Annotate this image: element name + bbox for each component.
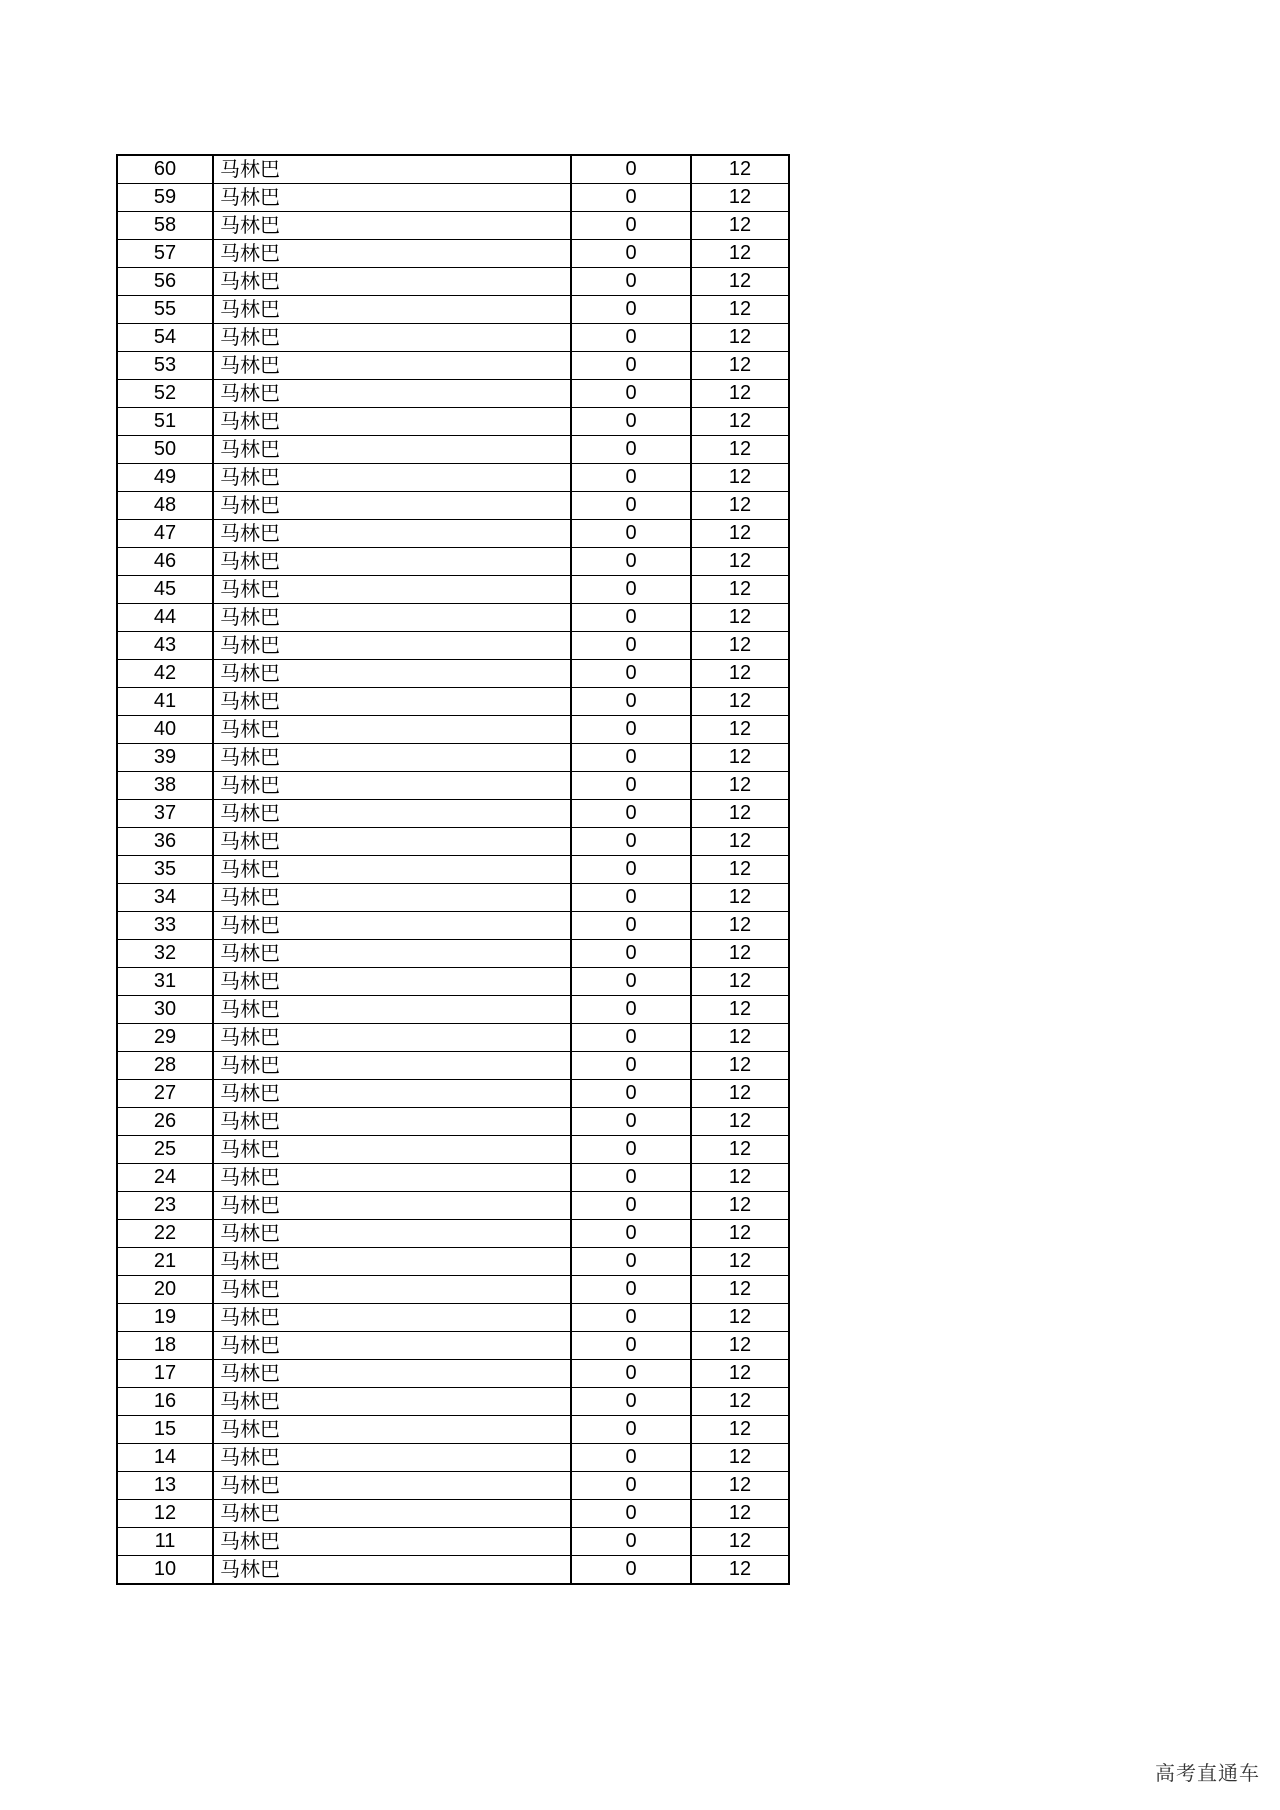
value-b-cell: 12	[691, 1164, 789, 1192]
table-row	[117, 1136, 789, 1164]
value-b-cell: 12	[691, 1360, 789, 1388]
table-row	[117, 1388, 789, 1416]
table-row	[117, 1276, 789, 1304]
value-a-cell: 0	[571, 1248, 691, 1276]
value-a-cell: 0	[571, 1472, 691, 1500]
value-a-cell: 0	[571, 660, 691, 688]
name-cell: 马林巴	[213, 856, 571, 884]
value-b-cell: 12	[691, 688, 789, 716]
rank-cell: 54	[117, 324, 213, 352]
value-b-cell: 12	[691, 940, 789, 968]
value-a-cell: 0	[571, 184, 691, 212]
rank-cell: 27	[117, 1080, 213, 1108]
value-a-cell: 0	[571, 576, 691, 604]
name-cell: 马林巴	[213, 1304, 571, 1332]
rank-cell: 17	[117, 1360, 213, 1388]
rank-cell: 50	[117, 436, 213, 464]
name-cell: 马林巴	[213, 1416, 571, 1444]
rank-cell: 25	[117, 1136, 213, 1164]
value-b-cell: 12	[691, 492, 789, 520]
rank-cell: 55	[117, 296, 213, 324]
table-row	[117, 828, 789, 856]
table-row	[117, 716, 789, 744]
name-cell: 马林巴	[213, 884, 571, 912]
table-row	[117, 660, 789, 688]
table-row	[117, 1304, 789, 1332]
value-a-cell: 0	[571, 828, 691, 856]
value-a-cell: 0	[571, 492, 691, 520]
name-cell: 马林巴	[213, 716, 571, 744]
value-b-cell: 12	[691, 436, 789, 464]
table-row	[117, 212, 789, 240]
value-a-cell: 0	[571, 1360, 691, 1388]
watermark-text: 高考直通车	[1155, 1761, 1260, 1785]
rank-cell: 46	[117, 548, 213, 576]
value-b-cell: 12	[691, 996, 789, 1024]
rank-cell: 59	[117, 184, 213, 212]
name-cell: 马林巴	[213, 1220, 571, 1248]
name-cell: 马林巴	[213, 1024, 571, 1052]
rank-cell: 52	[117, 380, 213, 408]
value-b-cell: 12	[691, 268, 789, 296]
name-cell: 马林巴	[213, 1556, 571, 1585]
name-cell: 马林巴	[213, 212, 571, 240]
rank-cell: 11	[117, 1528, 213, 1556]
value-a-cell: 0	[571, 940, 691, 968]
name-cell: 马林巴	[213, 155, 571, 184]
rank-cell: 13	[117, 1472, 213, 1500]
table-row	[117, 380, 789, 408]
name-cell: 马林巴	[213, 1332, 571, 1360]
table-row	[117, 576, 789, 604]
name-cell: 马林巴	[213, 296, 571, 324]
rank-cell: 49	[117, 464, 213, 492]
name-cell: 马林巴	[213, 828, 571, 856]
value-a-cell: 0	[571, 1556, 691, 1585]
rank-cell: 24	[117, 1164, 213, 1192]
rank-cell: 33	[117, 912, 213, 940]
table-row	[117, 1556, 789, 1585]
value-b-cell: 12	[691, 1472, 789, 1500]
value-a-cell: 0	[571, 212, 691, 240]
table-row	[117, 1500, 789, 1528]
value-b-cell: 12	[691, 968, 789, 996]
name-cell: 马林巴	[213, 800, 571, 828]
rank-cell: 43	[117, 632, 213, 660]
score-table	[116, 154, 790, 1585]
value-a-cell: 0	[571, 1416, 691, 1444]
table-row	[117, 940, 789, 968]
name-cell: 马林巴	[213, 1276, 571, 1304]
table-row	[117, 492, 789, 520]
value-b-cell: 12	[691, 520, 789, 548]
table-body	[117, 155, 789, 1584]
rank-cell: 57	[117, 240, 213, 268]
value-a-cell: 0	[571, 1500, 691, 1528]
value-a-cell: 0	[571, 800, 691, 828]
value-a-cell: 0	[571, 520, 691, 548]
rank-cell: 21	[117, 1248, 213, 1276]
value-b-cell: 12	[691, 1192, 789, 1220]
name-cell: 马林巴	[213, 352, 571, 380]
value-a-cell: 0	[571, 1276, 691, 1304]
name-cell: 马林巴	[213, 240, 571, 268]
table-row	[117, 800, 789, 828]
value-a-cell: 0	[571, 632, 691, 660]
rank-cell: 45	[117, 576, 213, 604]
rank-cell: 30	[117, 996, 213, 1024]
name-cell: 马林巴	[213, 324, 571, 352]
table-row	[117, 1472, 789, 1500]
value-b-cell: 12	[691, 1304, 789, 1332]
name-cell: 马林巴	[213, 912, 571, 940]
value-b-cell: 12	[691, 1080, 789, 1108]
value-b-cell: 12	[691, 548, 789, 576]
name-cell: 马林巴	[213, 660, 571, 688]
rank-cell: 48	[117, 492, 213, 520]
table-row	[117, 240, 789, 268]
name-cell: 马林巴	[213, 1500, 571, 1528]
value-b-cell: 12	[691, 1332, 789, 1360]
rank-cell: 40	[117, 716, 213, 744]
table-row	[117, 1528, 789, 1556]
rank-cell: 37	[117, 800, 213, 828]
value-b-cell: 12	[691, 1024, 789, 1052]
value-a-cell: 0	[571, 155, 691, 184]
name-cell: 马林巴	[213, 576, 571, 604]
value-b-cell: 12	[691, 912, 789, 940]
name-cell: 马林巴	[213, 1528, 571, 1556]
value-b-cell: 12	[691, 632, 789, 660]
table-row	[117, 1360, 789, 1388]
value-a-cell: 0	[571, 1528, 691, 1556]
value-b-cell: 12	[691, 408, 789, 436]
name-cell: 马林巴	[213, 1108, 571, 1136]
value-b-cell: 12	[691, 856, 789, 884]
value-a-cell: 0	[571, 1080, 691, 1108]
rank-cell: 58	[117, 212, 213, 240]
value-a-cell: 0	[571, 1304, 691, 1332]
value-a-cell: 0	[571, 1024, 691, 1052]
value-a-cell: 0	[571, 1332, 691, 1360]
value-a-cell: 0	[571, 436, 691, 464]
table-row	[117, 408, 789, 436]
value-b-cell: 12	[691, 240, 789, 268]
value-a-cell: 0	[571, 1220, 691, 1248]
name-cell: 马林巴	[213, 1472, 571, 1500]
value-a-cell: 0	[571, 240, 691, 268]
table-row	[117, 1024, 789, 1052]
table-row	[117, 1416, 789, 1444]
value-b-cell: 12	[691, 464, 789, 492]
name-cell: 马林巴	[213, 548, 571, 576]
value-a-cell: 0	[571, 352, 691, 380]
name-cell: 马林巴	[213, 436, 571, 464]
value-b-cell: 12	[691, 1052, 789, 1080]
name-cell: 马林巴	[213, 744, 571, 772]
value-b-cell: 12	[691, 716, 789, 744]
name-cell: 马林巴	[213, 408, 571, 436]
rank-cell: 34	[117, 884, 213, 912]
value-b-cell: 12	[691, 1500, 789, 1528]
name-cell: 马林巴	[213, 1052, 571, 1080]
value-a-cell: 0	[571, 296, 691, 324]
value-b-cell: 12	[691, 324, 789, 352]
rank-cell: 12	[117, 1500, 213, 1528]
table-row	[117, 1108, 789, 1136]
value-a-cell: 0	[571, 716, 691, 744]
value-a-cell: 0	[571, 1136, 691, 1164]
value-b-cell: 12	[691, 800, 789, 828]
name-cell: 马林巴	[213, 1360, 571, 1388]
name-cell: 马林巴	[213, 940, 571, 968]
rank-cell: 20	[117, 1276, 213, 1304]
name-cell: 马林巴	[213, 968, 571, 996]
value-a-cell: 0	[571, 1108, 691, 1136]
table-row	[117, 772, 789, 800]
value-b-cell: 12	[691, 1528, 789, 1556]
rank-cell: 36	[117, 828, 213, 856]
table-row	[117, 324, 789, 352]
table-row	[117, 688, 789, 716]
name-cell: 马林巴	[213, 1444, 571, 1472]
rank-cell: 41	[117, 688, 213, 716]
rank-cell: 26	[117, 1108, 213, 1136]
value-a-cell: 0	[571, 1052, 691, 1080]
value-a-cell: 0	[571, 968, 691, 996]
name-cell: 马林巴	[213, 1192, 571, 1220]
table-row	[117, 184, 789, 212]
table-row	[117, 268, 789, 296]
name-cell: 马林巴	[213, 772, 571, 800]
value-a-cell: 0	[571, 1388, 691, 1416]
rank-cell: 18	[117, 1332, 213, 1360]
table-row	[117, 856, 789, 884]
name-cell: 马林巴	[213, 1388, 571, 1416]
rank-cell: 39	[117, 744, 213, 772]
table-row	[117, 1192, 789, 1220]
value-b-cell: 12	[691, 1444, 789, 1472]
rank-cell: 42	[117, 660, 213, 688]
name-cell: 马林巴	[213, 1164, 571, 1192]
table-row	[117, 352, 789, 380]
name-cell: 马林巴	[213, 996, 571, 1024]
value-b-cell: 12	[691, 1416, 789, 1444]
table-row	[117, 1080, 789, 1108]
value-a-cell: 0	[571, 772, 691, 800]
value-a-cell: 0	[571, 324, 691, 352]
rank-cell: 16	[117, 1388, 213, 1416]
value-b-cell: 12	[691, 1248, 789, 1276]
rank-cell: 56	[117, 268, 213, 296]
rank-cell: 32	[117, 940, 213, 968]
value-b-cell: 12	[691, 352, 789, 380]
value-b-cell: 12	[691, 380, 789, 408]
rank-cell: 60	[117, 155, 213, 184]
value-a-cell: 0	[571, 744, 691, 772]
table-row	[117, 744, 789, 772]
name-cell: 马林巴	[213, 492, 571, 520]
value-a-cell: 0	[571, 856, 691, 884]
value-b-cell: 12	[691, 184, 789, 212]
value-a-cell: 0	[571, 688, 691, 716]
value-b-cell: 12	[691, 212, 789, 240]
value-b-cell: 12	[691, 604, 789, 632]
rank-cell: 23	[117, 1192, 213, 1220]
value-a-cell: 0	[571, 1164, 691, 1192]
rank-cell: 38	[117, 772, 213, 800]
name-cell: 马林巴	[213, 520, 571, 548]
value-a-cell: 0	[571, 884, 691, 912]
value-b-cell: 12	[691, 660, 789, 688]
value-b-cell: 12	[691, 155, 789, 184]
value-a-cell: 0	[571, 380, 691, 408]
name-cell: 马林巴	[213, 632, 571, 660]
name-cell: 马林巴	[213, 1248, 571, 1276]
value-a-cell: 0	[571, 464, 691, 492]
rank-cell: 28	[117, 1052, 213, 1080]
value-b-cell: 12	[691, 296, 789, 324]
rank-cell: 10	[117, 1556, 213, 1585]
table-row	[117, 912, 789, 940]
table-row	[117, 1332, 789, 1360]
table-row	[117, 520, 789, 548]
table-row	[117, 996, 789, 1024]
value-a-cell: 0	[571, 408, 691, 436]
table-row	[117, 548, 789, 576]
table-row	[117, 296, 789, 324]
value-b-cell: 12	[691, 1136, 789, 1164]
value-b-cell: 12	[691, 1108, 789, 1136]
value-b-cell: 12	[691, 744, 789, 772]
rank-cell: 29	[117, 1024, 213, 1052]
value-b-cell: 12	[691, 1388, 789, 1416]
name-cell: 马林巴	[213, 604, 571, 632]
table-row	[117, 436, 789, 464]
value-b-cell: 12	[691, 1220, 789, 1248]
name-cell: 马林巴	[213, 688, 571, 716]
value-b-cell: 12	[691, 1556, 789, 1585]
table-row	[117, 632, 789, 660]
rank-cell: 53	[117, 352, 213, 380]
value-b-cell: 12	[691, 576, 789, 604]
name-cell: 马林巴	[213, 1080, 571, 1108]
table-row	[117, 464, 789, 492]
rank-cell: 15	[117, 1416, 213, 1444]
table-row	[117, 968, 789, 996]
value-b-cell: 12	[691, 884, 789, 912]
value-a-cell: 0	[571, 604, 691, 632]
rank-cell: 35	[117, 856, 213, 884]
value-a-cell: 0	[571, 912, 691, 940]
value-b-cell: 12	[691, 772, 789, 800]
value-a-cell: 0	[571, 1192, 691, 1220]
table-row	[117, 155, 789, 184]
table-row	[117, 1444, 789, 1472]
table-row	[117, 1052, 789, 1080]
table-row	[117, 604, 789, 632]
name-cell: 马林巴	[213, 268, 571, 296]
rank-cell: 47	[117, 520, 213, 548]
value-a-cell: 0	[571, 1444, 691, 1472]
table-row	[117, 1164, 789, 1192]
rank-cell: 22	[117, 1220, 213, 1248]
value-a-cell: 0	[571, 996, 691, 1024]
value-b-cell: 12	[691, 1276, 789, 1304]
name-cell: 马林巴	[213, 464, 571, 492]
rank-cell: 14	[117, 1444, 213, 1472]
value-a-cell: 0	[571, 548, 691, 576]
table-row	[117, 1220, 789, 1248]
name-cell: 马林巴	[213, 1136, 571, 1164]
name-cell: 马林巴	[213, 380, 571, 408]
rank-cell: 31	[117, 968, 213, 996]
rank-cell: 44	[117, 604, 213, 632]
value-b-cell: 12	[691, 828, 789, 856]
name-cell: 马林巴	[213, 184, 571, 212]
rank-cell: 51	[117, 408, 213, 436]
table-row	[117, 1248, 789, 1276]
value-a-cell: 0	[571, 268, 691, 296]
rank-cell: 19	[117, 1304, 213, 1332]
table-row	[117, 884, 789, 912]
